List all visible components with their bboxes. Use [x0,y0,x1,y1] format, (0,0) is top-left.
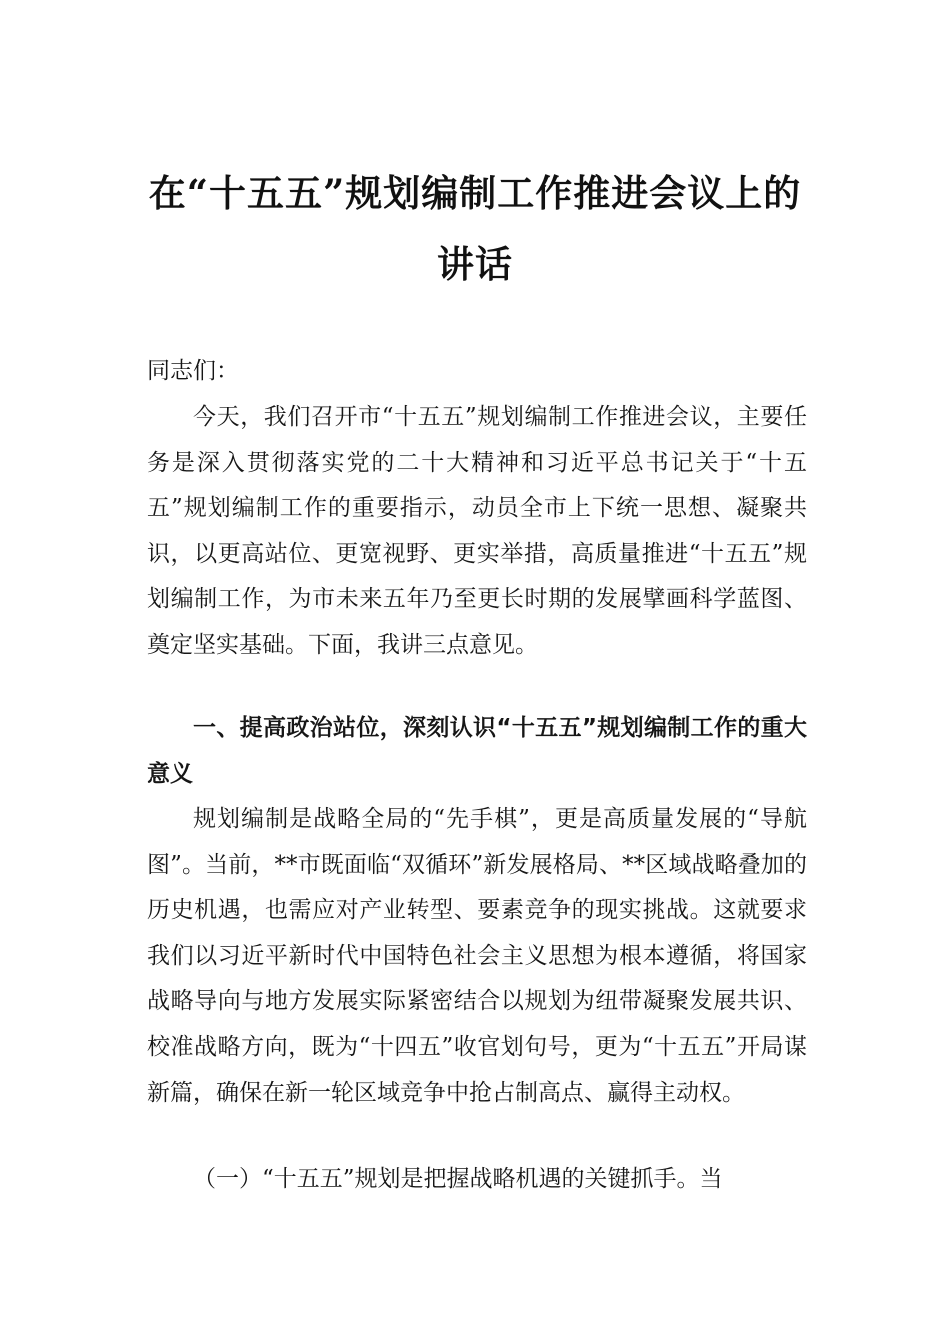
salutation: 同志们： [147,358,239,384]
section-1-heading: 一、提高政治站位，深刻认识“十五五”规划编制工作的重大意义 [147,715,807,787]
document-title-line-2: 讲话 [437,242,513,286]
document-title-line-1: 在“十五五”规划编制工作推进会议上的 [148,171,802,215]
opening-paragraph: 今天，我们召开市“十五五”规划编制工作推进会议，主要任务是深入贯彻落实党的二十大精神和习近平总书记关于“十五五”规划编制工作的重要指示，动员全市上下统一思想、凝聚共识，以更高站位、更宽视野、更实举措，高质量推进“十五五”规划编制工作，为市未来五年乃至更长时期的发展擘画科学蓝图、奠定坚实基础。下面，我讲三点意见。 [147,404,807,658]
subsection-1-text: （一）“十五五”规划是把握战略机遇的关键抓手。当 [193,1166,723,1192]
section-1-paragraph: 规划编制是战略全局的“先手棋”，更是高质量发展的“导航图”。当前，**市既面临“双循环”新发展格局、**区域战略叠加的历史机遇，也需应对产业转型、要素竞争的现实挑战。这就要求我们以习近平新时代中国特色社会主义思想为根本遵循，将国家战略导向与地方发展实际紧密结合以规划为纽带凝聚发展共识、校准战略方向，既为“十四五”收官划句号，更为“十五五”开局谋新篇，确保在新一轮区域竞争中抢占制高点、赢得主动权。 [147,806,807,1106]
